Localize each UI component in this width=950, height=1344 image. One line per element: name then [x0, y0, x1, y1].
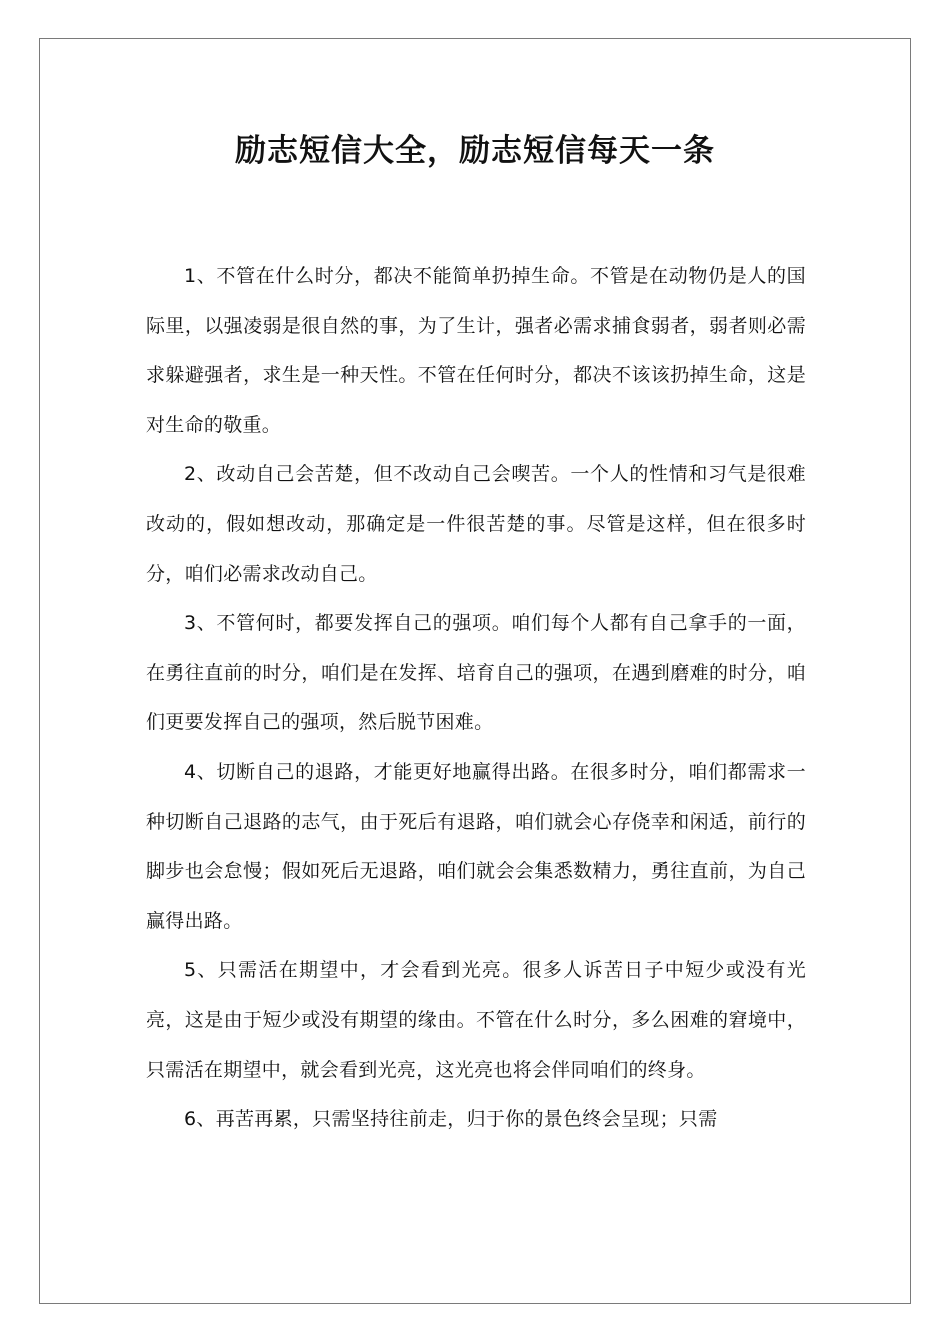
paragraph-5: 5、只需活在期望中，才会看到光亮。很多人诉苦日子中短少或没有光亮，这是由于短少或没有期望的缘由。不管在什么时分，多么困难的窘境中，只需活在期望中，就会看到光亮，这光亮也将会伴同咱们的终身。 — [146, 959, 806, 1081]
paragraph-2: 2、改动自己会苦楚，但不改动自己会喫苦。一个人的性情和习气是很难改动的，假如想改动，那确定是一件很苦楚的事。尽管是这样，但在很多时分，咱们必需求改动自己。 — [146, 463, 806, 585]
paragraph-4: 4、切断自己的退路，才能更好地赢得出路。在很多时分，咱们都需求一种切断自己退路的志气，由于死后有退路，咱们就会心存侥幸和闲适，前行的脚步也会怠慢；假如死后无退路，咱们就会会集悉数精力，勇往直前，为自己赢得出路。 — [146, 760, 806, 932]
document-body — [146, 252, 806, 1145]
paragraph-1: 1、不管在什么时分，都决不能简单扔掉生命。不管是在动物仍是人的国际里，以强凌弱是很自然的事，为了生计，强者必需求捕食弱者，弱者则必需求躲避强者，求生是一种天性。不管在任何时分，都决不该该扔掉生命，这是对生命的敬重。 — [146, 265, 806, 436]
paragraph-6: 6、再苦再累，只需坚持往前走，归于你的景色终会呈现；只需 — [184, 1108, 718, 1131]
paragraph-3: 3、不管何时，都要发挥自己的强项。咱们每个人都有自己拿手的一面，在勇往直前的时分，咱们是在发挥、培育自己的强项，在遇到磨难的时分，咱们更要发挥自己的强项，然后脱节困难。 — [146, 612, 806, 734]
document-title: 励志短信大全，励志短信每天一条 — [235, 133, 715, 169]
